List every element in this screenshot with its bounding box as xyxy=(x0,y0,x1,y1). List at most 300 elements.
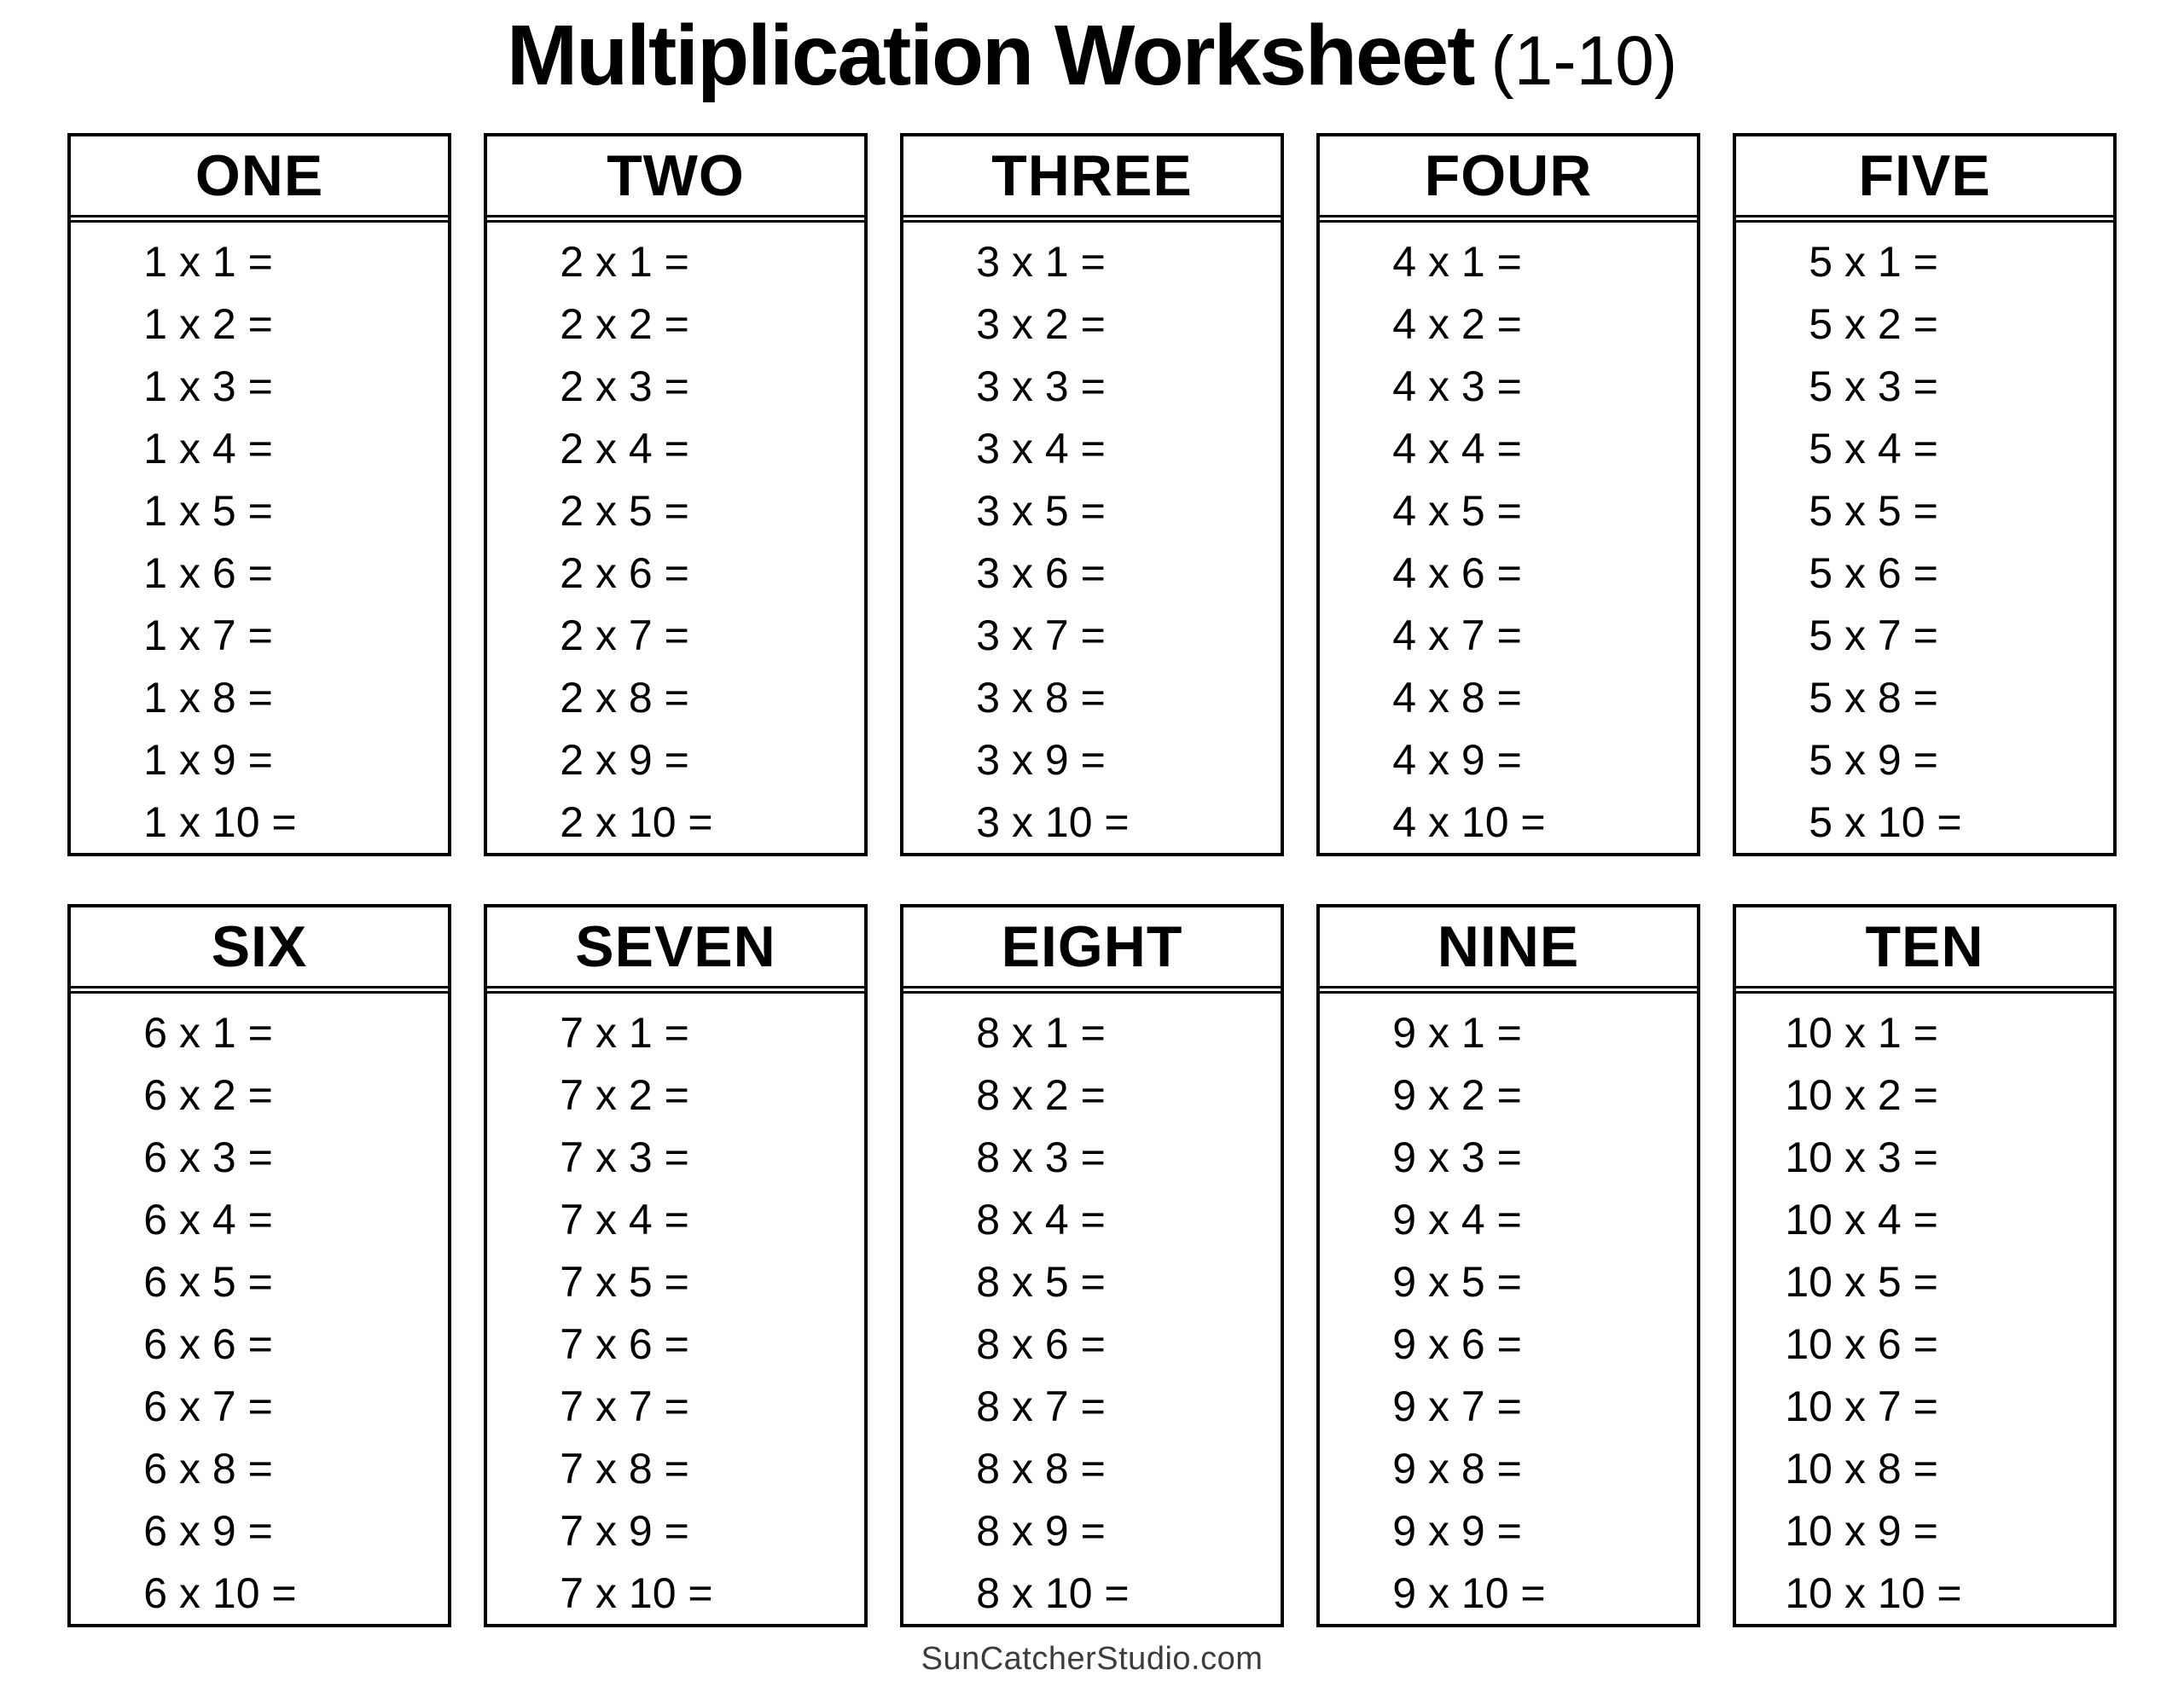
multiplicand-text: 8 xyxy=(976,1195,1000,1244)
multiplication-problem xyxy=(950,1126,1281,1188)
expression-tail-text: x 8 = xyxy=(595,673,689,722)
multiplicand-text: 3 xyxy=(976,299,1000,348)
times-table-box xyxy=(1733,133,2117,856)
multiplication-problem xyxy=(950,355,1281,417)
expression-tail-text: x 5 = xyxy=(1012,486,1106,535)
multiplication-problem xyxy=(118,1375,448,1437)
expression-tail-text: x 4 = xyxy=(1844,1195,1938,1244)
multiplication-problem xyxy=(1367,1001,1697,1064)
multiplicand-text: 8 xyxy=(976,1133,1000,1181)
multiplicand-text: 6 xyxy=(143,1382,167,1430)
expression-tail-text: x 10 = xyxy=(1844,1568,1962,1617)
expression-tail-text: x 8 = xyxy=(179,1444,273,1493)
multiplication-problem xyxy=(1367,1188,1697,1250)
multiplication-problem xyxy=(1367,666,1697,728)
times-table-title: EIGHT xyxy=(1001,914,1183,979)
multiplication-problem xyxy=(950,1437,1281,1499)
multiplication-problem xyxy=(1783,1562,2113,1624)
multiplication-problem xyxy=(1367,542,1697,604)
expression-tail-text: x 4 = xyxy=(1012,424,1106,472)
expression-tail-text: x 10 = xyxy=(1012,1568,1130,1617)
times-table-body xyxy=(1736,991,2113,1624)
expression-tail-text: x 3 = xyxy=(1012,362,1106,410)
expression-tail-text: x 9 = xyxy=(1428,735,1522,784)
multiplicand-text: 10 xyxy=(1785,1070,1833,1119)
expression-tail-text: x 1 = xyxy=(1428,1008,1522,1057)
page-footer xyxy=(0,1641,2184,1678)
page-title-main: Multiplication Worksheet xyxy=(506,8,1474,103)
multiplication-problem xyxy=(950,604,1281,666)
multiplication-problem xyxy=(118,293,448,355)
expression-tail-text: x 4 = xyxy=(1012,1195,1106,1244)
expression-tail-text: x 6 = xyxy=(1012,548,1106,597)
multiplicand-text: 5 xyxy=(1809,548,1833,597)
multiplicand-text: 7 xyxy=(560,1382,584,1430)
multiplicand-text: 7 xyxy=(560,1133,584,1181)
multiplication-problem xyxy=(1783,1250,2113,1313)
multiplicand-text: 10 xyxy=(1785,1382,1833,1430)
expression-tail-text: x 8 = xyxy=(1844,673,1938,722)
multiplicand-text: 3 xyxy=(976,611,1000,659)
expression-tail-text: x 4 = xyxy=(1428,424,1522,472)
multiplication-problem xyxy=(534,604,864,666)
expression-tail-text: x 3 = xyxy=(1012,1133,1106,1181)
times-table-title: NINE xyxy=(1437,914,1580,979)
multiplicand-text: 8 xyxy=(976,1319,1000,1368)
multiplicand-text: 6 xyxy=(143,1008,167,1057)
multiplication-problem xyxy=(950,1064,1281,1126)
multiplicand-text: 1 xyxy=(143,548,167,597)
multiplication-problem xyxy=(1367,1375,1697,1437)
expression-tail-text: x 3 = xyxy=(595,362,689,410)
times-table-body xyxy=(71,991,448,1624)
multiplication-problem xyxy=(118,1001,448,1064)
multiplicand-text: 4 xyxy=(1392,735,1416,784)
expression-tail-text: x 8 = xyxy=(1012,673,1106,722)
multiplication-problem xyxy=(950,1250,1281,1313)
multiplicand-text: 6 xyxy=(143,1257,167,1306)
multiplicand-text: 4 xyxy=(1392,673,1416,722)
multiplication-problem xyxy=(118,1437,448,1499)
multiplication-problem xyxy=(1783,1437,2113,1499)
multiplicand-text: 5 xyxy=(1809,797,1833,846)
expression-tail-text: x 4 = xyxy=(595,1195,689,1244)
expression-tail-text: x 10 = xyxy=(595,1568,713,1617)
times-table-header xyxy=(903,136,1281,217)
times-table-header xyxy=(1320,136,1697,217)
page-title-range: (1-10) xyxy=(1490,22,1678,100)
multiplicand-text: 6 xyxy=(143,1506,167,1555)
multiplication-problem xyxy=(1783,728,2113,791)
multiplicand-text: 2 xyxy=(560,735,584,784)
expression-tail-text: x 3 = xyxy=(179,362,273,410)
expression-tail-text: x 10 = xyxy=(595,797,713,846)
expression-tail-text: x 7 = xyxy=(1428,1382,1522,1430)
multiplicand-text: 2 xyxy=(560,673,584,722)
expression-tail-text: x 1 = xyxy=(1428,237,1522,286)
expression-tail-text: x 8 = xyxy=(1428,1444,1522,1493)
expression-tail-text: x 7 = xyxy=(1012,611,1106,659)
multiplicand-text: 8 xyxy=(976,1382,1000,1430)
expression-tail-text: x 7 = xyxy=(1428,611,1522,659)
multiplicand-text: 3 xyxy=(976,548,1000,597)
multiplicand-text: 3 xyxy=(976,237,1000,286)
expression-tail-text: x 2 = xyxy=(595,299,689,348)
multiplicand-text: 10 xyxy=(1785,1444,1833,1493)
times-table-header xyxy=(487,136,864,217)
expression-tail-text: x 4 = xyxy=(1844,424,1938,472)
multiplication-problem xyxy=(534,230,864,293)
multiplication-problem xyxy=(950,1499,1281,1562)
expression-tail-text: x 6 = xyxy=(179,1319,273,1368)
multiplication-problem xyxy=(1783,355,2113,417)
expression-tail-text: x 1 = xyxy=(1844,237,1938,286)
multiplicand-text: 8 xyxy=(976,1008,1000,1057)
footer-site-text: SunCatcherStudio.com xyxy=(921,1641,1263,1677)
times-table-box xyxy=(1733,904,2117,1627)
multiplicand-text: 7 xyxy=(560,1070,584,1119)
multiplication-problem xyxy=(1783,1313,2113,1375)
multiplicand-text: 9 xyxy=(1392,1382,1416,1430)
multiplicand-text: 4 xyxy=(1392,237,1416,286)
page-title xyxy=(0,0,2184,107)
multiplicand-text: 8 xyxy=(976,1568,1000,1617)
expression-tail-text: x 1 = xyxy=(179,1008,273,1057)
multiplicand-text: 6 xyxy=(143,1195,167,1244)
multiplication-problem xyxy=(1783,293,2113,355)
times-table-box xyxy=(67,133,451,856)
multiplicand-text: 4 xyxy=(1392,362,1416,410)
multiplicand-text: 7 xyxy=(560,1319,584,1368)
multiplication-problem xyxy=(1783,542,2113,604)
expression-tail-text: x 3 = xyxy=(1844,362,1938,410)
multiplicand-text: 7 xyxy=(560,1195,584,1244)
expression-tail-text: x 10 = xyxy=(1428,1568,1546,1617)
multiplication-problem xyxy=(534,1375,864,1437)
multiplicand-text: 8 xyxy=(976,1070,1000,1119)
multiplicand-text: 9 xyxy=(1392,1319,1416,1368)
multiplication-problem xyxy=(1367,1437,1697,1499)
expression-tail-text: x 9 = xyxy=(1844,735,1938,784)
multiplicand-text: 10 xyxy=(1785,1319,1833,1368)
multiplication-problem xyxy=(1783,230,2113,293)
multiplication-problem xyxy=(118,1188,448,1250)
multiplication-problem xyxy=(118,728,448,791)
expression-tail-text: x 8 = xyxy=(1428,673,1522,722)
multiplicand-text: 7 xyxy=(560,1257,584,1306)
expression-tail-text: x 2 = xyxy=(1428,299,1522,348)
multiplication-problem xyxy=(534,1499,864,1562)
multiplicand-text: 6 xyxy=(143,1568,167,1617)
expression-tail-text: x 6 = xyxy=(1844,548,1938,597)
times-table-header xyxy=(71,907,448,988)
times-table-title: FOUR xyxy=(1424,143,1593,208)
multiplicand-text: 8 xyxy=(976,1257,1000,1306)
expression-tail-text: x 4 = xyxy=(595,424,689,472)
worksheet-grid xyxy=(0,133,2184,1627)
multiplicand-text: 4 xyxy=(1392,797,1416,846)
times-table-box xyxy=(900,133,1284,856)
multiplication-problem xyxy=(1783,1001,2113,1064)
expression-tail-text: x 3 = xyxy=(1428,1133,1522,1181)
multiplicand-text: 5 xyxy=(1809,424,1833,472)
multiplication-problem xyxy=(118,791,448,853)
multiplication-problem xyxy=(1367,1250,1697,1313)
expression-tail-text: x 1 = xyxy=(595,237,689,286)
expression-tail-text: x 2 = xyxy=(1844,1070,1938,1119)
expression-tail-text: x 5 = xyxy=(595,1257,689,1306)
multiplication-problem xyxy=(534,791,864,853)
multiplicand-text: 5 xyxy=(1809,673,1833,722)
multiplication-problem xyxy=(1783,479,2113,542)
multiplication-problem xyxy=(534,728,864,791)
multiplication-problem xyxy=(950,417,1281,479)
multiplication-problem xyxy=(118,417,448,479)
expression-tail-text: x 1 = xyxy=(179,237,273,286)
times-table-title: THREE xyxy=(991,143,1193,208)
multiplication-problem xyxy=(1783,1499,2113,1562)
multiplication-problem xyxy=(1367,230,1697,293)
expression-tail-text: x 4 = xyxy=(179,424,273,472)
times-table-body xyxy=(903,991,1281,1624)
times-table-body xyxy=(1736,220,2113,853)
multiplication-problem xyxy=(1367,1562,1697,1624)
multiplicand-text: 3 xyxy=(976,424,1000,472)
multiplication-problem xyxy=(1367,1126,1697,1188)
multiplicand-text: 3 xyxy=(976,735,1000,784)
multiplicand-text: 1 xyxy=(143,486,167,535)
multiplicand-text: 1 xyxy=(143,611,167,659)
multiplication-problem xyxy=(1367,355,1697,417)
expression-tail-text: x 3 = xyxy=(1844,1133,1938,1181)
expression-tail-text: x 1 = xyxy=(1844,1008,1938,1057)
times-table-header xyxy=(1736,136,2113,217)
multiplication-problem xyxy=(118,604,448,666)
multiplicand-text: 9 xyxy=(1392,1568,1416,1617)
expression-tail-text: x 5 = xyxy=(179,1257,273,1306)
multiplicand-text: 7 xyxy=(560,1444,584,1493)
expression-tail-text: x 5 = xyxy=(1428,486,1522,535)
expression-tail-text: x 9 = xyxy=(1844,1506,1938,1555)
multiplicand-text: 5 xyxy=(1809,299,1833,348)
multiplicand-text: 9 xyxy=(1392,1008,1416,1057)
multiplicand-text: 9 xyxy=(1392,1257,1416,1306)
multiplication-problem xyxy=(534,542,864,604)
multiplication-problem xyxy=(1783,1126,2113,1188)
multiplicand-text: 1 xyxy=(143,299,167,348)
multiplicand-text: 5 xyxy=(1809,611,1833,659)
multiplicand-text: 9 xyxy=(1392,1195,1416,1244)
multiplication-problem xyxy=(1367,417,1697,479)
expression-tail-text: x 1 = xyxy=(1012,1008,1106,1057)
multiplication-problem xyxy=(1367,1064,1697,1126)
multiplicand-text: 5 xyxy=(1809,362,1833,410)
expression-tail-text: x 8 = xyxy=(1012,1444,1106,1493)
expression-tail-text: x 5 = xyxy=(179,486,273,535)
expression-tail-text: x 10 = xyxy=(1844,797,1962,846)
expression-tail-text: x 10 = xyxy=(179,797,297,846)
times-table-title: TWO xyxy=(607,143,745,208)
multiplicand-text: 4 xyxy=(1392,424,1416,472)
times-table-body xyxy=(903,220,1281,853)
times-table-body xyxy=(487,220,864,853)
multiplication-problem xyxy=(1783,791,2113,853)
expression-tail-text: x 5 = xyxy=(1428,1257,1522,1306)
expression-tail-text: x 2 = xyxy=(1012,299,1106,348)
expression-tail-text: x 7 = xyxy=(179,611,273,659)
expression-tail-text: x 6 = xyxy=(1012,1319,1106,1368)
multiplicand-text: 10 xyxy=(1785,1568,1833,1617)
expression-tail-text: x 7 = xyxy=(179,1382,273,1430)
expression-tail-text: x 10 = xyxy=(1428,797,1546,846)
multiplicand-text: 4 xyxy=(1392,611,1416,659)
multiplicand-text: 6 xyxy=(143,1133,167,1181)
multiplication-problem xyxy=(118,1126,448,1188)
times-table-title: SEVEN xyxy=(575,914,776,979)
expression-tail-text: x 2 = xyxy=(1844,299,1938,348)
times-table-title: TEN xyxy=(1865,914,1984,979)
multiplicand-text: 10 xyxy=(1785,1257,1833,1306)
multiplicand-text: 2 xyxy=(560,237,584,286)
multiplicand-text: 3 xyxy=(976,362,1000,410)
multiplication-problem xyxy=(1783,1375,2113,1437)
expression-tail-text: x 1 = xyxy=(1012,237,1106,286)
expression-tail-text: x 8 = xyxy=(1844,1444,1938,1493)
multiplicand-text: 7 xyxy=(560,1506,584,1555)
multiplication-problem xyxy=(534,479,864,542)
multiplicand-text: 10 xyxy=(1785,1008,1833,1057)
multiplicand-text: 4 xyxy=(1392,299,1416,348)
multiplicand-text: 3 xyxy=(976,673,1000,722)
multiplicand-text: 6 xyxy=(143,1070,167,1119)
multiplicand-text: 10 xyxy=(1785,1195,1833,1244)
expression-tail-text: x 2 = xyxy=(179,299,273,348)
multiplication-problem xyxy=(950,1188,1281,1250)
multiplicand-text: 2 xyxy=(560,299,584,348)
multiplicand-text: 2 xyxy=(560,362,584,410)
expression-tail-text: x 1 = xyxy=(595,1008,689,1057)
multiplicand-text: 6 xyxy=(143,1444,167,1493)
expression-tail-text: x 7 = xyxy=(1844,1382,1938,1430)
multiplication-problem xyxy=(534,293,864,355)
multiplication-problem xyxy=(534,1313,864,1375)
expression-tail-text: x 4 = xyxy=(1428,1195,1522,1244)
expression-tail-text: x 5 = xyxy=(1844,486,1938,535)
expression-tail-text: x 7 = xyxy=(595,611,689,659)
multiplication-problem xyxy=(1783,417,2113,479)
multiplicand-text: 5 xyxy=(1809,735,1833,784)
times-table-header xyxy=(487,907,864,988)
multiplication-problem xyxy=(950,479,1281,542)
times-table-body xyxy=(487,991,864,1624)
expression-tail-text: x 4 = xyxy=(179,1195,273,1244)
expression-tail-text: x 8 = xyxy=(179,673,273,722)
times-table-header xyxy=(71,136,448,217)
multiplicand-text: 10 xyxy=(1785,1133,1833,1181)
multiplication-problem xyxy=(950,1001,1281,1064)
expression-tail-text: x 9 = xyxy=(179,735,273,784)
multiplication-problem xyxy=(1367,791,1697,853)
multiplication-problem xyxy=(534,1188,864,1250)
expression-tail-text: x 6 = xyxy=(595,1319,689,1368)
multiplication-problem xyxy=(950,542,1281,604)
expression-tail-text: x 7 = xyxy=(1844,611,1938,659)
expression-tail-text: x 10 = xyxy=(179,1568,297,1617)
multiplicand-text: 6 xyxy=(143,1319,167,1368)
multiplication-problem xyxy=(118,479,448,542)
multiplicand-text: 9 xyxy=(1392,1070,1416,1119)
multiplicand-text: 1 xyxy=(143,237,167,286)
expression-tail-text: x 9 = xyxy=(1012,1506,1106,1555)
times-table-box xyxy=(1316,133,1700,856)
expression-tail-text: x 3 = xyxy=(1428,362,1522,410)
expression-tail-text: x 5 = xyxy=(1844,1257,1938,1306)
times-table-box xyxy=(900,904,1284,1627)
multiplication-problem xyxy=(118,355,448,417)
multiplication-problem xyxy=(118,1499,448,1562)
times-table-box xyxy=(1316,904,1700,1627)
multiplication-problem xyxy=(1783,1064,2113,1126)
multiplicand-text: 1 xyxy=(143,673,167,722)
multiplication-problem xyxy=(950,1562,1281,1624)
multiplicand-text: 1 xyxy=(143,735,167,784)
expression-tail-text: x 8 = xyxy=(595,1444,689,1493)
multiplicand-text: 2 xyxy=(560,486,584,535)
multiplicand-text: 2 xyxy=(560,611,584,659)
times-table-body xyxy=(1320,220,1697,853)
multiplicand-text: 7 xyxy=(560,1568,584,1617)
multiplication-problem xyxy=(534,1001,864,1064)
times-table-header xyxy=(903,907,1281,988)
multiplicand-text: 2 xyxy=(560,424,584,472)
multiplication-problem xyxy=(1367,604,1697,666)
multiplication-problem xyxy=(1783,1188,2113,1250)
expression-tail-text: x 6 = xyxy=(1844,1319,1938,1368)
expression-tail-text: x 2 = xyxy=(179,1070,273,1119)
multiplicand-text: 3 xyxy=(976,797,1000,846)
multiplication-problem xyxy=(118,666,448,728)
multiplication-problem xyxy=(534,1126,864,1188)
multiplicand-text: 8 xyxy=(976,1444,1000,1493)
times-table-header xyxy=(1320,907,1697,988)
expression-tail-text: x 9 = xyxy=(595,1506,689,1555)
multiplication-problem xyxy=(534,1437,864,1499)
multiplication-problem xyxy=(118,230,448,293)
multiplication-problem xyxy=(950,791,1281,853)
expression-tail-text: x 9 = xyxy=(1428,1506,1522,1555)
expression-tail-text: x 6 = xyxy=(1428,548,1522,597)
expression-tail-text: x 9 = xyxy=(1012,735,1106,784)
multiplicand-text: 1 xyxy=(143,362,167,410)
times-table-title: ONE xyxy=(195,143,324,208)
multiplication-problem xyxy=(534,1562,864,1624)
multiplication-problem xyxy=(1367,728,1697,791)
multiplicand-text: 1 xyxy=(143,424,167,472)
multiplication-problem xyxy=(118,542,448,604)
times-table-box xyxy=(484,904,868,1627)
multiplicand-text: 2 xyxy=(560,548,584,597)
multiplication-problem xyxy=(534,666,864,728)
expression-tail-text: x 6 = xyxy=(595,548,689,597)
multiplication-problem xyxy=(118,1313,448,1375)
multiplicand-text: 2 xyxy=(560,797,584,846)
expression-tail-text: x 10 = xyxy=(1012,797,1130,846)
expression-tail-text: x 5 = xyxy=(1012,1257,1106,1306)
multiplicand-text: 8 xyxy=(976,1506,1000,1555)
multiplication-problem xyxy=(1783,604,2113,666)
times-table-header xyxy=(1736,907,2113,988)
expression-tail-text: x 2 = xyxy=(1012,1070,1106,1119)
